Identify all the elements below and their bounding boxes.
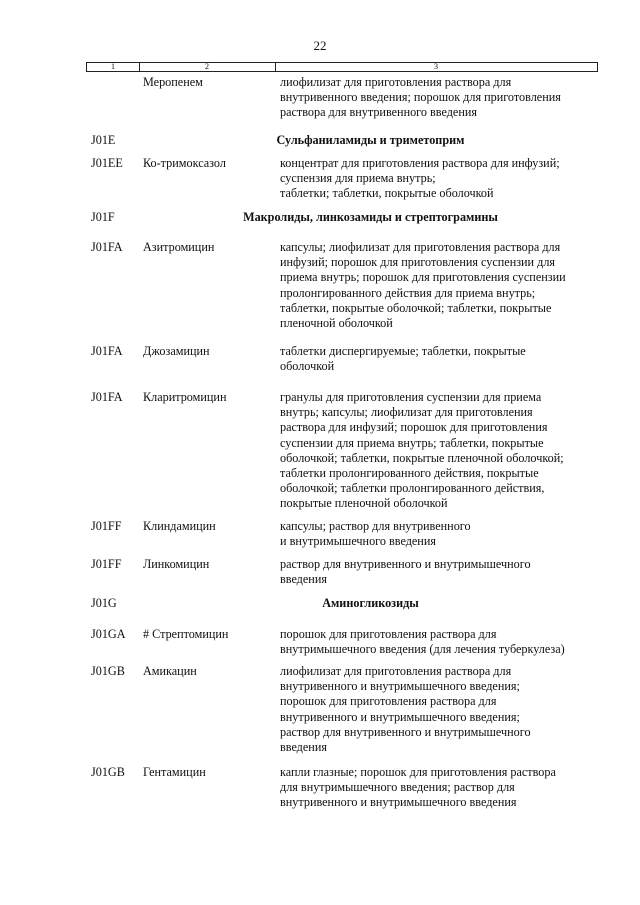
drug-name: Кларитромицин <box>143 390 227 404</box>
atc-code: J01EE <box>91 156 123 170</box>
dosage-form-line: порошок для приготовления раствора для <box>280 627 497 641</box>
dosage-form-line: пленочной оболочкой <box>280 316 393 331</box>
atc-code: J01GA <box>91 627 126 641</box>
column-header-1: 1 <box>87 63 140 71</box>
dosage-form-line: внутривенного и внутримышечного введения; <box>280 709 520 724</box>
dosage-form-line: порошок для приготовления раствора для <box>280 694 497 709</box>
dosage-form-line: лиофилизат для приготовления раствора для <box>280 664 512 678</box>
drug-name: Клиндамицин <box>143 519 216 533</box>
dosage-form-line: раствора для инфузий; порошок для приготовления <box>280 420 548 435</box>
dosage-form-line: внутрь; капсулы; лиофилизат для приготовления <box>280 405 533 420</box>
drug-name: Азитромицин <box>143 240 215 254</box>
dosage-form-line: раствора для внутривенного введения <box>280 105 477 120</box>
dosage-form-line: концентрат для приготовления раствора для инфузий; <box>280 156 560 170</box>
dosage-form-line: раствор для внутривенного и внутримышечного <box>280 557 531 571</box>
dosage-forms <box>280 240 600 331</box>
dosage-forms <box>280 557 600 587</box>
dosage-forms <box>280 765 600 811</box>
dosage-form-line: введения <box>280 740 327 755</box>
drug-name: Меропенем <box>143 75 203 89</box>
dosage-form-line: внутривенного и внутримышечного введения; <box>280 679 520 694</box>
dosage-form-line: оболочкой; таблетки пролонгированного действия, <box>280 481 545 496</box>
dosage-form-line: капсулы; лиофилизат для приготовления раствора для <box>280 240 561 254</box>
dosage-form-line: раствор для внутривенного и внутримышечного <box>280 724 531 739</box>
atc-code: J01GB <box>91 664 125 678</box>
dosage-form-line: капсулы; раствор для внутривенного <box>280 519 471 533</box>
page-number: 22 <box>313 38 327 53</box>
dosage-forms <box>280 344 600 374</box>
dosage-forms <box>280 75 600 121</box>
dosage-form-line: внутривенного и внутримышечного введения <box>280 795 517 810</box>
dosage-form-line: таблетки, покрытые оболочкой; таблетки, покрытые <box>280 300 552 315</box>
atc-code: J01FA <box>91 344 123 358</box>
drug-name: # Стрептомицин <box>143 627 229 641</box>
column-header-2: 2 <box>139 63 276 71</box>
dosage-form-line: приема внутрь; порошок для приготовления суспензии <box>280 270 566 285</box>
dosage-form-line: оболочкой; таблетки, покрытые пленочной оболочкой; <box>280 450 564 465</box>
column-header-row <box>86 62 598 72</box>
dosage-form-line: инфузий; порошок для приготовления суспензии для <box>280 255 556 270</box>
dosage-form-line: внутривенного введения; порошок для приготовления <box>280 90 561 105</box>
dosage-form-line: внутримышечного введения (для лечения туберкулеза) <box>280 642 565 657</box>
dosage-form-line: пролонгированного действия для приема внутрь; <box>280 285 536 300</box>
dosage-forms <box>280 627 600 657</box>
dosage-form-line: покрытые пленочной оболочкой <box>280 496 448 511</box>
dosage-form-line: капли глазные; порошок для приготовления раствора <box>280 765 556 779</box>
drug-name: Амикацин <box>143 664 197 678</box>
dosage-forms <box>280 156 600 202</box>
atc-code: J01F <box>91 210 115 224</box>
drug-name: Джозамицин <box>143 344 210 358</box>
atc-code: J01GB <box>91 765 125 779</box>
dosage-forms <box>280 664 600 755</box>
group-title: Сульфаниламиды и триметоприм <box>276 133 465 147</box>
dosage-forms <box>280 390 600 512</box>
dosage-form-line: для внутримышечного введения; раствор для <box>280 780 515 795</box>
group-title: Аминогликозиды <box>322 596 419 610</box>
dosage-form-line: суспензия для приема внутрь; <box>280 171 436 186</box>
group-title: Макролиды, линкозамиды и стрептограмины <box>243 210 498 224</box>
atc-code: J01FF <box>91 557 122 571</box>
dosage-form-line: суспензии для приема внутрь; таблетки, покрытые <box>280 435 544 450</box>
atc-code: J01G <box>91 596 117 610</box>
atc-code: J01FA <box>91 240 123 254</box>
dosage-form-line: гранулы для приготовления суспензии для приема <box>280 390 542 404</box>
drug-name: Гентамицин <box>143 765 206 779</box>
column-header-3: 3 <box>434 62 438 71</box>
dosage-form-line: и внутримышечного введения <box>280 534 436 549</box>
dosage-form-line: лиофилизат для приготовления раствора для <box>280 75 512 89</box>
dosage-form-line: введения <box>280 572 327 587</box>
dosage-forms <box>280 519 600 549</box>
dosage-form-line: таблетки; таблетки, покрытые оболочкой <box>280 186 494 201</box>
atc-code: J01E <box>91 133 116 147</box>
dosage-form-line: таблетки диспергируемые; таблетки, покрытые <box>280 344 526 358</box>
atc-code: J01FA <box>91 390 123 404</box>
drug-name: Линкомицин <box>143 557 210 571</box>
dosage-form-line: таблетки пролонгированного действия, покрытые <box>280 466 539 481</box>
atc-code: J01FF <box>91 519 122 533</box>
drug-name: Ко-тримоксазол <box>143 156 226 170</box>
dosage-form-line: оболочкой <box>280 359 335 374</box>
